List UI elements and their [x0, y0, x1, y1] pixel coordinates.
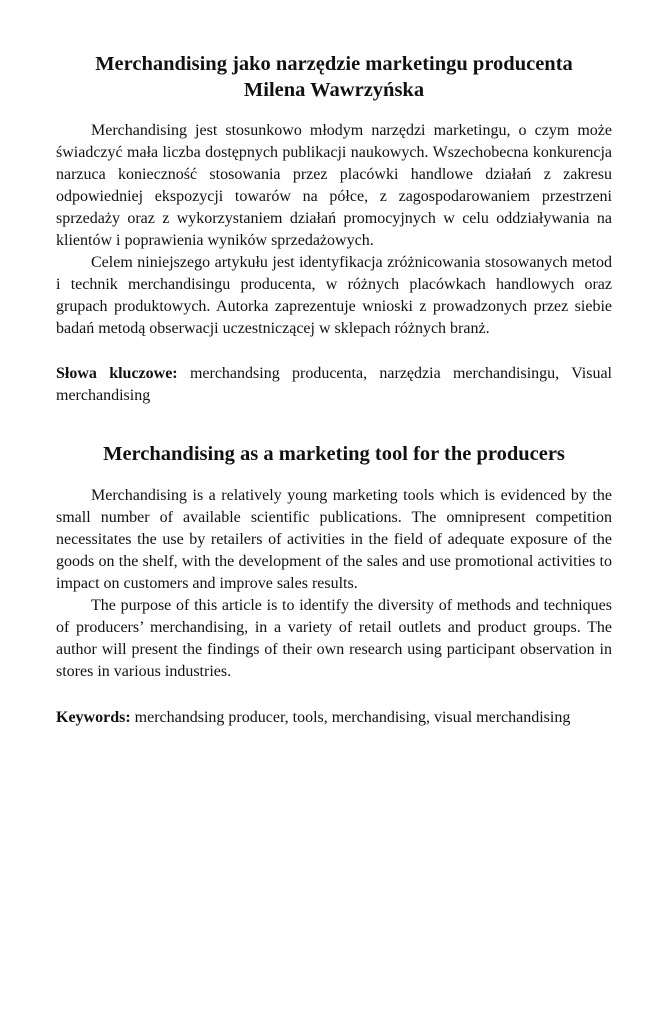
polish-keywords-text: merchandsing producenta, narzędzia merchandisingu, Visual merchandising: [56, 365, 613, 404]
english-abstract: [56, 485, 612, 683]
polish-abstract: [56, 120, 612, 340]
polish-title: Merchandising jako narzędzie marketingu producenta: [95, 53, 573, 75]
polish-keywords: [56, 363, 612, 407]
english-keywords: [56, 707, 612, 729]
english-title: Merchandising as a marketing tool for the producers: [103, 443, 565, 465]
english-keywords-label: Keywords:: [56, 709, 131, 726]
author-name: Milena Wawrzyńska: [243, 79, 425, 101]
polish-header: [56, 51, 612, 103]
polish-abstract-paragraph-2: Celem niniejszego artykułu jest identyfikacja zróżnicowania stosowanych metod i technik merchandisingu producenta, w różnych placówkach handlowych oraz grupach produktowych. Autorka zaprezentuje wnioski z prowadzonych przez siebie badań metodą obserwacji uczestniczącej w sklepach różnych branż.: [56, 254, 612, 337]
polish-keywords-label: Słowa kluczowe:: [56, 365, 178, 382]
english-keywords-text: merchandsing producer, tools, merchandising, visual merchandising: [130, 709, 571, 726]
english-abstract-paragraph-2: The purpose of this article is to identify the diversity of methods and techniques of producers’ merchandising, in a variety of retail outlets and product groups. The author will present the findings of their own research using participant observation in stores in various industries.: [56, 597, 612, 680]
english-abstract-paragraph-1: Merchandising is a relatively young marketing tools which is evidenced by the small number of available scientific publications. The omnipresent competition necessitates the use by retailers of activities in the field of adequate exposure of the goods on the shelf, with the development of the sales and use promotional activities to impact on customers and improve sales results.: [56, 487, 612, 592]
polish-abstract-paragraph-1: Merchandising jest stosunkowo młodym narzędzi marketingu, o czym może świadczyć mała liczba dostępnych publikacji naukowych. Wszechobecna konkurencja narzuca konieczność stosowania przez placówki handlowe działań z zakresu odpowiedniej ekspozycji towarów na półce, z zagospodarowaniem przestrzeni sprzedaży oraz z wykorzystaniem działań promocyjnych w celu oddziaływania na klientów i poprawienia wyników sprzedażowych.: [56, 122, 612, 249]
